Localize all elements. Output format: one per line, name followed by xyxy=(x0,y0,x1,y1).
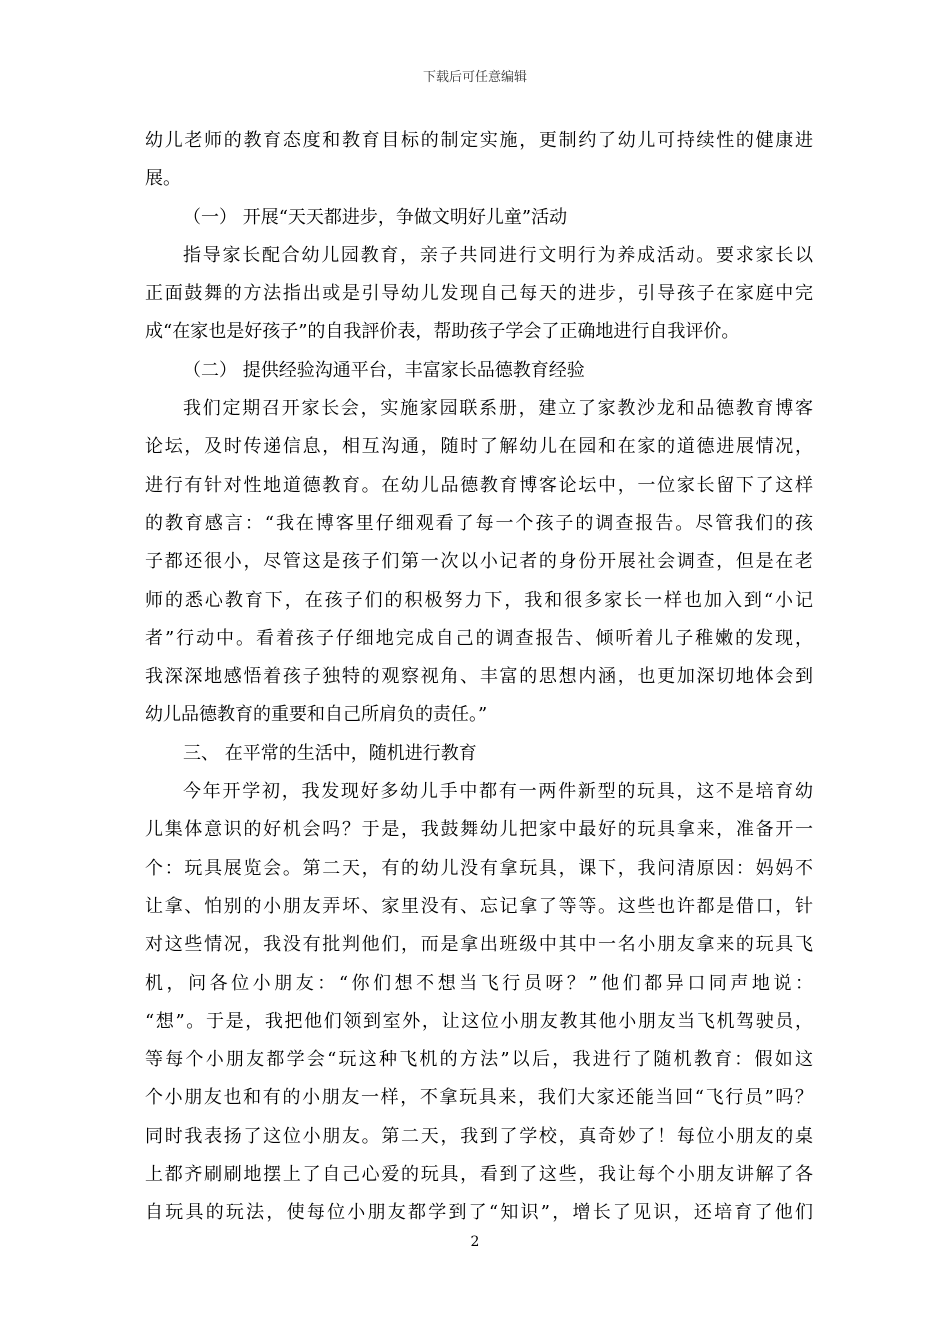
text-line: 机，问各位小朋友：“你们想不想当飞行员呀？”他们都异口同声地说： xyxy=(145,972,813,994)
text-line: 等每个小朋友都学会“玩这种飞机的方法”以后，我进行了随机教育：假如这 xyxy=(145,1049,813,1071)
page-number: 2 xyxy=(470,1234,480,1250)
text-line: 我深深地感悟着孩子独特的观察视角、丰富的思想内涵，也更加深切地体会到 xyxy=(145,666,813,688)
text-line: 子都还很小，尽管这是孩子们第一次以小记者的身份开展社会调查，但是在老 xyxy=(145,551,813,573)
text-line: 成“在家也是好孩子”的自我評价表，帮助孩子学会了正确地进行自我评价。 xyxy=(145,321,740,343)
text-line: （二） 提供经验沟通平台，丰富家长品德教育经验 xyxy=(183,359,585,381)
text-line: 正面鼓舞的方法指出或是引导幼儿发现自己每天的进步，引导孩子在家庭中完 xyxy=(145,283,813,305)
text-line: 我们定期召开家长会，实施家园联系册，建立了家教沙龙和品德教育博客 xyxy=(183,398,813,420)
text-line: 进行有针对性地道德教育。在幼儿品德教育博客论坛中，一位家长留下了这样 xyxy=(145,474,813,496)
text-line: 同时我表扬了这位小朋友。第二天，我到了学校，真奇妙了！每位小朋友的桌 xyxy=(145,1125,813,1147)
document-body xyxy=(145,122,813,1233)
text-line: 三、 在平常的生活中，随机进行教育 xyxy=(183,742,477,764)
text-line: “想”。于是，我把他们领到室外，让这位小朋友教其他小朋友当飞机驾驶员， xyxy=(145,1010,813,1032)
text-line: 指导家长配合幼儿园教育，亲子共同进行文明行为养成活动。要求家长以 xyxy=(183,244,813,266)
text-line: 师的悉心教育下，在孩子们的积极努力下，我和很多家长一样也加入到“小记 xyxy=(145,589,813,611)
text-line: 让拿、怕别的小朋友弄坏、家里没有、忘记拿了等等。这些也许都是借口，针 xyxy=(145,895,813,917)
text-line: 对这些情况，我没有批判他们，而是拿出班级中其中一名小朋友拿来的玩具飞 xyxy=(145,934,813,956)
text-line: 儿集体意识的好机会吗？于是，我鼓舞幼儿把家中最好的玩具拿来，准备开一 xyxy=(145,819,813,841)
text-line: 今年开学初，我发现好多幼儿手中都有一两件新型的玩具，这不是培育幼 xyxy=(183,781,813,803)
text-line: 的教育感言：“我在博客里仔细观看了每一个孩子的调查报告。尽管我们的孩 xyxy=(145,512,813,534)
text-line: 自玩具的玩法，使每位小朋友都学到了“知识”，增长了见识，还培育了他们 xyxy=(145,1202,813,1224)
text-line: 个小朋友也和有的小朋友一样，不拿玩具来，我们大家还能当回“飞行员”吗？ xyxy=(145,1087,813,1109)
text-line: 个：玩具展览会。第二天，有的幼儿没有拿玩具，课下，我问清原因：妈妈不 xyxy=(145,857,813,879)
text-line: 展。 xyxy=(145,168,181,190)
text-line: 上都齐刷刷地摆上了自己心爱的玩具，看到了这些，我让每个小朋友讲解了各 xyxy=(145,1164,813,1186)
page-header: 下载后可任意编辑 xyxy=(422,70,527,85)
text-line: 论坛，及时传递信息，相互沟通，随时了解幼儿在园和在家的道德进展情况， xyxy=(145,436,813,458)
text-line: 者”行动中。看着孩子仔细地完成自己的调查报告、倾听着儿子稚嫩的发现， xyxy=(145,627,813,649)
text-line: 幼儿品德教育的重要和自己所肩负的责任。” xyxy=(145,704,488,726)
text-line: 幼儿老师的教育态度和教育目标的制定实施，更制约了幼儿可持续性的健康进 xyxy=(145,130,813,151)
text-line: （一） 开展“天天都进步，争做文明好儿童”活动 xyxy=(183,206,568,228)
